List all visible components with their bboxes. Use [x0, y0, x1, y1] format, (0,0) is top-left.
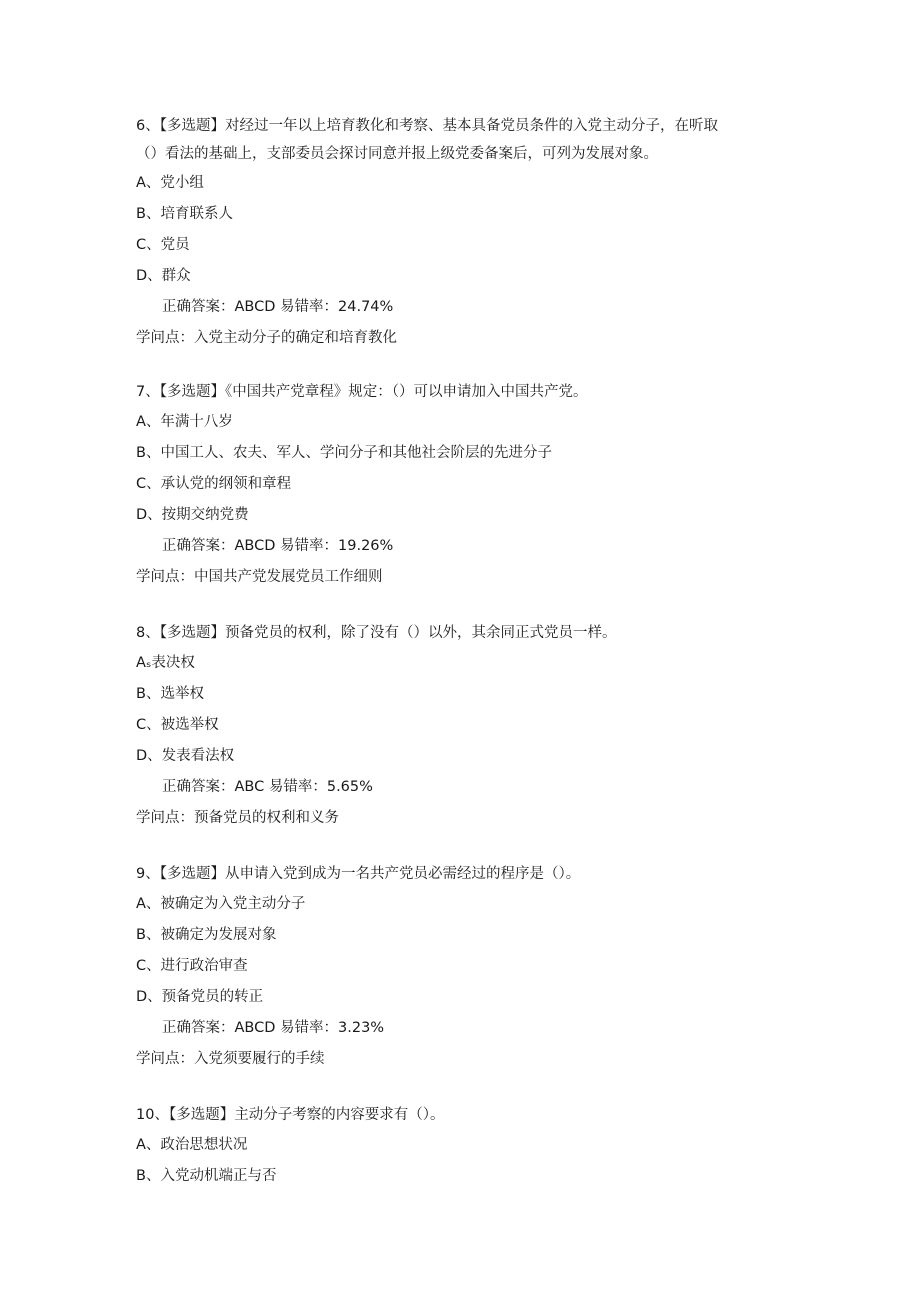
knowledge-point: 学问点：中国共产党发展党员工作细则 [136, 569, 383, 585]
knowledge-point: 学问点：预备党员的权利和义务 [136, 810, 339, 826]
option-d: D、按期交纳党费 [136, 507, 249, 523]
option-a: A、年满十八岁 [136, 414, 233, 430]
option-a: A、党小组 [136, 175, 204, 191]
question-title: 7、【多选题】《中国共产党章程》规定：（）可以申请加入中国共产党。 [136, 384, 588, 400]
option-c: C、承认党的纲领和章程 [136, 476, 292, 492]
option-a: A、被确定为入党主动分子 [136, 896, 306, 912]
option-d: D、群众 [136, 268, 191, 284]
knowledge-point: 学问点：入党须要履行的手续 [136, 1051, 325, 1067]
option-a: Aₛ表决权 [136, 655, 195, 671]
option-c: C、被选举权 [136, 717, 219, 733]
correct-answer: 正确答案：ABCD 易错率：3.23% [162, 1020, 385, 1036]
question-block [136, 619, 786, 834]
option-d: D、发表看法权 [136, 748, 235, 764]
question-block [136, 1101, 786, 1192]
question-block [136, 378, 786, 593]
question-title: 10、【多选题】主动分子考察的内容要求有（）。 [136, 1107, 445, 1123]
option-d: D、预备党员的转正 [136, 989, 264, 1005]
question-title: 9、【多选题】从申请入党到成为一名共产党员必需经过的程序是（）。 [136, 866, 581, 882]
option-b: B、中国工人、农夫、军人、学问分子和其他社会阶层的先进分子 [136, 445, 552, 461]
question-title-line: 6、【多选题】对经过一年以上培育教化和考察、基本具备党员条件的入党主动分子，在听取 [136, 118, 718, 134]
option-c: C、进行政治审查 [136, 958, 248, 974]
option-c: C、党员 [136, 237, 190, 253]
knowledge-point: 学问点：入党主动分子的确定和培育教化 [136, 330, 397, 346]
correct-answer: 正确答案：ABCD 易错率：24.74% [162, 299, 394, 315]
question-title: 8、【多选题】预备党员的权利，除了没有（）以外，其余同正式党员一样。 [136, 625, 617, 641]
option-b: B、培育联系人 [136, 206, 233, 222]
correct-answer: 正确答案：ABC 易错率：5.65% [162, 779, 373, 795]
question-title [136, 112, 786, 168]
option-b: B、被确定为发展对象 [136, 927, 277, 943]
question-block [136, 112, 786, 354]
option-b: B、选举权 [136, 686, 204, 702]
option-b: B、入党动机端正与否 [136, 1168, 277, 1184]
option-a: A、政治思想状况 [136, 1137, 248, 1153]
correct-answer: 正确答案：ABCD 易错率：19.26% [162, 538, 394, 554]
question-title-line: （）看法的基础上，支部委员会探讨同意并报上级党委备案后，可列为发展对象。 [136, 146, 658, 162]
question-block [136, 860, 786, 1075]
